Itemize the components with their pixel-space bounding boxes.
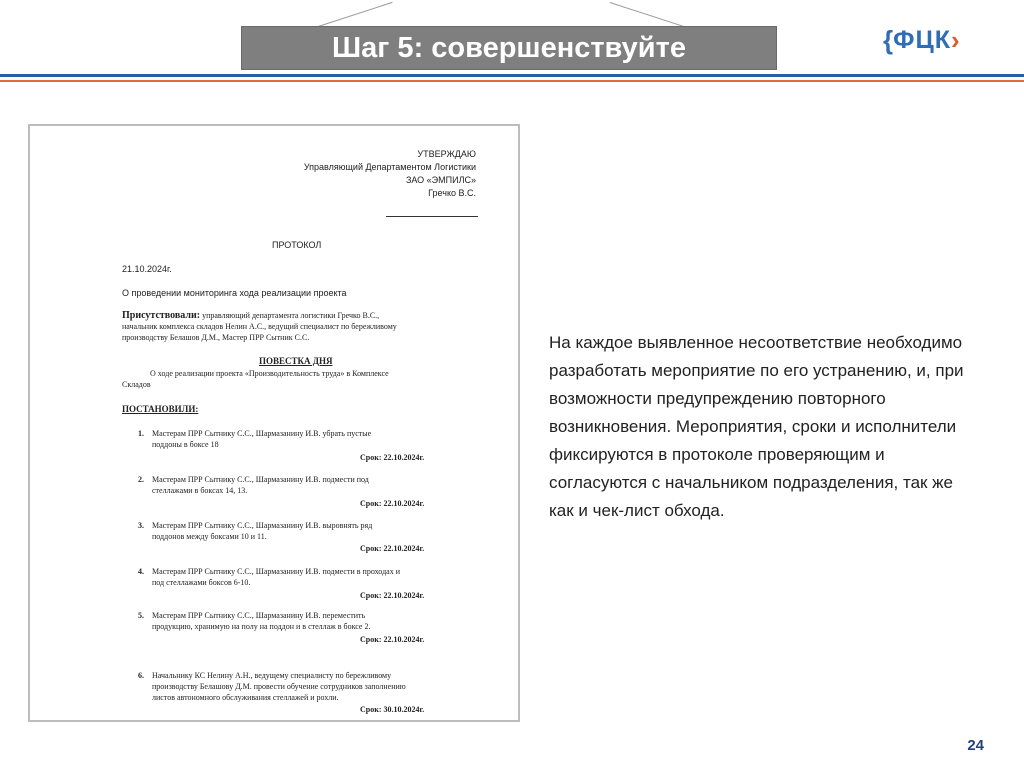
agenda-text <box>122 368 389 390</box>
agenda-line: Складов <box>122 380 151 389</box>
resolved-label: ПОСТАНОВИЛИ: <box>122 404 199 414</box>
item-line: Мастерам ПРР Сытнику С.С., Шармазанину И.В. подмести под <box>152 475 369 484</box>
item-line: стеллажами в боксах 14, 13. <box>152 486 248 495</box>
resolution-item <box>138 610 370 632</box>
approval-line: ЗАО «ЭМПИЛС» <box>405 175 476 185</box>
item-line: Начальнику КС Нелину А.Н., ведущему специалисту по бережливому <box>152 671 392 680</box>
item-deadline: Срок: 22.10.2024г. <box>360 453 425 462</box>
item-deadline: Срок: 30.10.2024г. <box>360 705 425 714</box>
logo-bracket-icon: { <box>883 24 894 55</box>
protocol-subject: О проведении мониторинга хода реализации проекта <box>122 288 347 298</box>
item-line: Мастерам ПРР Сытнику С.С., Шармазанину И.В. выровнять ряд <box>152 521 373 530</box>
approval-line: Управляющий Департаментом Логистики <box>303 162 476 172</box>
item-number: 5. <box>138 611 144 620</box>
item-line: поддоны в боксе 18 <box>152 440 219 449</box>
resolution-item <box>138 474 369 496</box>
item-number: 6. <box>138 671 144 680</box>
present-line: производству Белашов Д.М., Мастер ПРР Сытник С.С. <box>122 333 310 342</box>
item-number: 1. <box>138 429 144 438</box>
decor-line-left <box>318 2 392 27</box>
item-line: листов автономного обслуживания стеллажей и рохли. <box>152 693 339 702</box>
present-line: управляющий департамента логистики Гречко В.С., <box>200 311 380 320</box>
item-deadline: Срок: 22.10.2024г. <box>360 499 425 508</box>
item-deadline: Срок: 22.10.2024г. <box>360 544 425 553</box>
resolution-item <box>138 428 371 450</box>
item-line: поддонов между боксами 10 и 11. <box>152 532 267 541</box>
approval-line: Гречко В.С. <box>428 188 476 198</box>
logo-chevron-icon: › <box>950 24 960 55</box>
item-deadline: Срок: 22.10.2024г. <box>360 635 425 644</box>
item-line: Мастерам ПРР Сытнику С.С., Шармазанину И.В. убрать пустые <box>152 429 372 438</box>
agenda-title: ПОВЕСТКА ДНЯ <box>259 356 333 366</box>
resolution-item <box>138 670 406 703</box>
item-number: 4. <box>138 567 144 576</box>
item-line: Мастерам ПРР Сытнику С.С., Шармазанину И.В. переместить <box>152 611 366 620</box>
item-line: Мастерам ПРР Сытнику С.С., Шармазанину И.В. подмести в проходах и <box>152 567 400 576</box>
item-line: под стеллажами боксов 6-10. <box>152 578 251 587</box>
approval-block <box>304 148 476 200</box>
present-line: начальник комплекса складов Нелин А.С., ведущий специалист по бережливому <box>122 322 397 331</box>
protocol-heading: ПРОТОКОЛ <box>272 240 322 250</box>
decor-line-right <box>610 2 684 27</box>
header-rule-blue <box>0 74 1024 77</box>
protocol-document <box>28 124 520 722</box>
present-block <box>122 310 397 343</box>
protocol-date: 21.10.2024г. <box>122 264 172 274</box>
agenda-line: О ходе реализации проекта «Производительность труда» в Комплексе <box>150 369 389 378</box>
item-deadline: Срок: 22.10.2024г. <box>360 591 425 600</box>
item-number: 2. <box>138 475 144 484</box>
item-line: продукцию, хранимую на полу на поддон и в стеллаж в боксе 2. <box>152 622 371 631</box>
resolution-item <box>138 566 400 588</box>
page-number: 24 <box>967 737 984 754</box>
header-rule-orange <box>0 80 1024 82</box>
item-number: 3. <box>138 521 144 530</box>
resolution-item <box>138 520 372 542</box>
slide-title: Шаг 5: совершенствуйте <box>241 26 777 70</box>
item-line: производству Белашову Д.М. провести обучение сотрудников заполнению <box>152 682 406 691</box>
slide-body-text: На каждое выявленное несоответствие необходимо разработать мероприятие по его устранению, и, при возможности предупреждению повторного возникновения. Мероприятия, сроки и исполнители фиксируются в протоколе проверяющим и согласуются с начальником подразделения, так же как и чек-лист обхода. <box>549 333 964 520</box>
logo-text: ФЦК <box>893 25 951 54</box>
present-label: Присутствовали: <box>122 310 201 321</box>
company-logo <box>883 26 960 54</box>
approval-line: УТВЕРЖДАЮ <box>417 149 476 159</box>
signature-line <box>386 216 478 217</box>
